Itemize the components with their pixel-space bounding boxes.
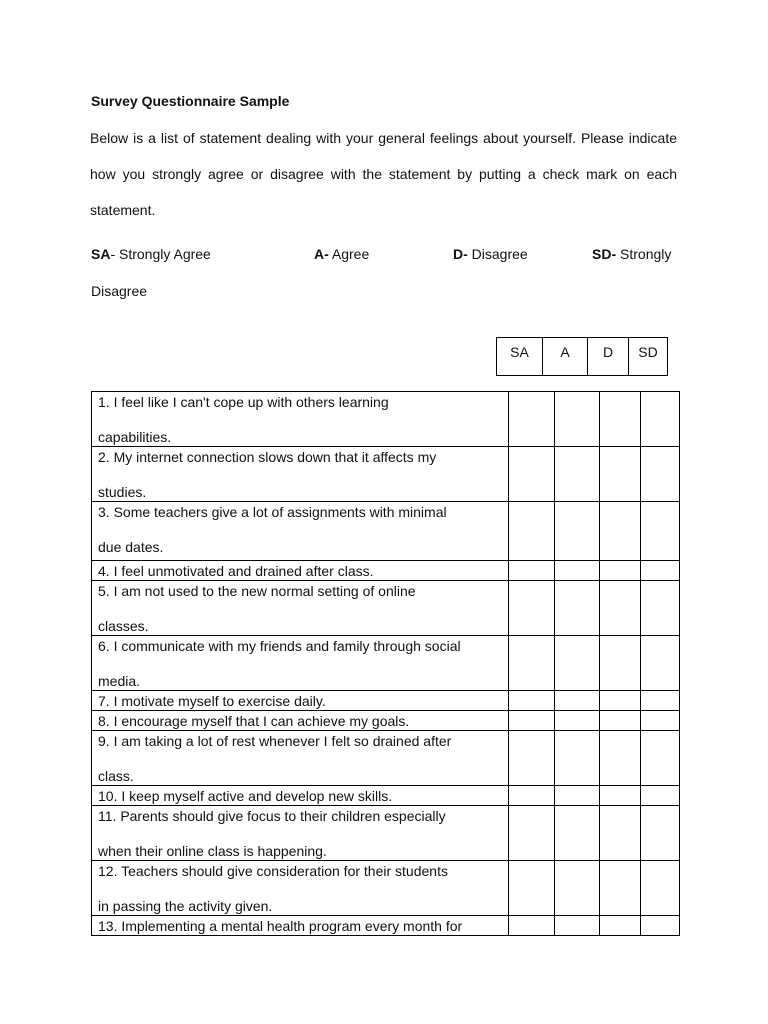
check-cell-sd[interactable] [641, 392, 680, 447]
statement-cell [92, 581, 509, 636]
legend-sa-key: SA [91, 246, 111, 262]
intro-paragraph: Below is a list of statement dealing with your general feelings about yourself. Please indicate how you strongly agree or disagree with the statement by putting a check mark on each statement. [90, 130, 677, 218]
statement-cell [92, 861, 509, 916]
table-row [92, 786, 680, 806]
document-title: Survey Questionnaire Sample [91, 93, 290, 109]
check-cell-d[interactable] [600, 861, 641, 916]
statement-text: 1. I feel like I can't cope up with others learning [98, 394, 389, 410]
legend-a [314, 246, 369, 262]
check-cell-d[interactable] [600, 916, 641, 936]
table-row [92, 502, 680, 561]
check-cell-sd[interactable] [641, 731, 680, 786]
check-cell-sa[interactable] [509, 561, 555, 581]
check-cell-sd[interactable] [641, 691, 680, 711]
check-cell-sd[interactable] [641, 916, 680, 936]
check-cell-sa[interactable] [509, 806, 555, 861]
check-cell-a[interactable] [555, 731, 600, 786]
table-row [92, 806, 680, 861]
table-row [92, 636, 680, 691]
check-cell-a[interactable] [555, 636, 600, 691]
check-cell-a[interactable] [555, 447, 600, 502]
check-cell-a[interactable] [555, 502, 600, 561]
legend-sd-key: SD- [592, 246, 617, 262]
check-cell-a[interactable] [555, 916, 600, 936]
check-cell-sd[interactable] [641, 581, 680, 636]
statement-table [91, 391, 680, 936]
column-header-d [588, 338, 629, 376]
statement-text-continued: capabilities. [98, 429, 172, 445]
legend-a-text: Agree [328, 246, 370, 262]
statement-text-continued: due dates. [98, 539, 164, 555]
check-cell-sa[interactable] [509, 581, 555, 636]
statement-text-continued: class. [98, 768, 134, 784]
legend-a-key: A- [314, 246, 329, 262]
check-cell-sa[interactable] [509, 502, 555, 561]
check-cell-sd[interactable] [641, 502, 680, 561]
legend-sd-text: Strongly [616, 246, 672, 262]
statement-text: 11. Parents should give focus to their children especially [98, 808, 446, 824]
check-cell-sa[interactable] [509, 392, 555, 447]
check-cell-d[interactable] [600, 447, 641, 502]
statement-text-continued: media. [98, 673, 141, 689]
statement-text-continued: when their online class is happening. [98, 843, 327, 859]
column-header-sd [629, 338, 668, 376]
check-cell-sd[interactable] [641, 636, 680, 691]
table-row [92, 916, 680, 936]
statement-cell [92, 502, 509, 561]
table-row [92, 581, 680, 636]
statement-text: 7. I motivate myself to exercise daily. [98, 693, 326, 709]
statement-cell [92, 786, 509, 806]
statement-text: 4. I feel unmotivated and drained after class. [98, 563, 374, 579]
check-cell-d[interactable] [600, 786, 641, 806]
table-row [92, 711, 680, 731]
statement-text: 12. Teachers should give consideration for their students [98, 863, 448, 879]
statement-cell [92, 392, 509, 447]
legend-sa-text: - Strongly Agree [110, 246, 211, 262]
legend-d [453, 246, 528, 262]
check-cell-d[interactable] [600, 731, 641, 786]
column-header-d-label: D [602, 344, 614, 360]
check-cell-sd[interactable] [641, 711, 680, 731]
statement-text: 9. I am taking a lot of rest whenever I felt so drained after [98, 733, 452, 749]
check-cell-sd[interactable] [641, 806, 680, 861]
statement-cell [92, 731, 509, 786]
table-row [92, 392, 680, 447]
statement-text: 13. Implementing a mental health program every month for [98, 918, 463, 934]
legend-sd [592, 246, 671, 262]
check-cell-d[interactable] [600, 581, 641, 636]
statement-cell [92, 636, 509, 691]
check-cell-d[interactable] [600, 806, 641, 861]
check-cell-d[interactable] [600, 561, 641, 581]
statement-cell [92, 447, 509, 502]
check-cell-a[interactable] [555, 861, 600, 916]
check-cell-a[interactable] [555, 691, 600, 711]
check-cell-sd[interactable] [641, 786, 680, 806]
statement-text: 10. I keep myself active and develop new skills. [98, 788, 393, 804]
statement-table-body [92, 392, 680, 936]
check-cell-sa[interactable] [509, 731, 555, 786]
check-cell-sd[interactable] [641, 561, 680, 581]
rating-header-table [496, 337, 668, 376]
check-cell-sa[interactable] [509, 916, 555, 936]
statement-cell [92, 711, 509, 731]
table-row [92, 731, 680, 786]
table-row [92, 691, 680, 711]
statement-text: 2. My internet connection slows down that it affects my [98, 449, 437, 465]
column-header-sa-label: SA [510, 344, 529, 360]
check-cell-d[interactable] [600, 691, 641, 711]
check-cell-sa[interactable] [509, 786, 555, 806]
check-cell-d[interactable] [600, 711, 641, 731]
statement-text: 5. I am not used to the new normal setting of online [98, 583, 416, 599]
column-header-a-label: A [560, 344, 570, 360]
statement-text-continued: studies. [98, 484, 147, 500]
check-cell-d[interactable] [600, 502, 641, 561]
check-cell-a[interactable] [555, 581, 600, 636]
table-row [92, 561, 680, 581]
column-header-sa [497, 338, 543, 376]
legend-d-text: Disagree [467, 246, 528, 262]
check-cell-sa[interactable] [509, 711, 555, 731]
check-cell-d[interactable] [600, 636, 641, 691]
check-cell-a[interactable] [555, 561, 600, 581]
check-cell-sd[interactable] [641, 447, 680, 502]
check-cell-a[interactable] [555, 786, 600, 806]
statement-cell [92, 806, 509, 861]
table-row [92, 861, 680, 916]
legend-sa [91, 246, 211, 262]
statement-cell [92, 916, 509, 936]
statement-text-continued: classes. [98, 618, 149, 634]
statement-text: 8. I encourage myself that I can achieve my goals. [98, 713, 410, 729]
check-cell-sa[interactable] [509, 636, 555, 691]
check-cell-sd[interactable] [641, 861, 680, 916]
statement-cell [92, 691, 509, 711]
legend-d-key: D- [453, 246, 468, 262]
statement-text-continued: in passing the activity given. [98, 898, 273, 914]
check-cell-sa[interactable] [509, 447, 555, 502]
check-cell-a[interactable] [555, 392, 600, 447]
column-header-sd-label: SD [638, 344, 658, 360]
legend-sd-wrap: Disagree [91, 283, 148, 299]
check-cell-a[interactable] [555, 711, 600, 731]
table-row [92, 447, 680, 502]
check-cell-d[interactable] [600, 392, 641, 447]
statement-text: 6. I communicate with my friends and family through social [98, 638, 461, 654]
check-cell-sa[interactable] [509, 861, 555, 916]
statement-text: 3. Some teachers give a lot of assignments with minimal [98, 504, 447, 520]
statement-cell [92, 561, 509, 581]
check-cell-sa[interactable] [509, 691, 555, 711]
check-cell-a[interactable] [555, 806, 600, 861]
column-header-a [543, 338, 588, 376]
